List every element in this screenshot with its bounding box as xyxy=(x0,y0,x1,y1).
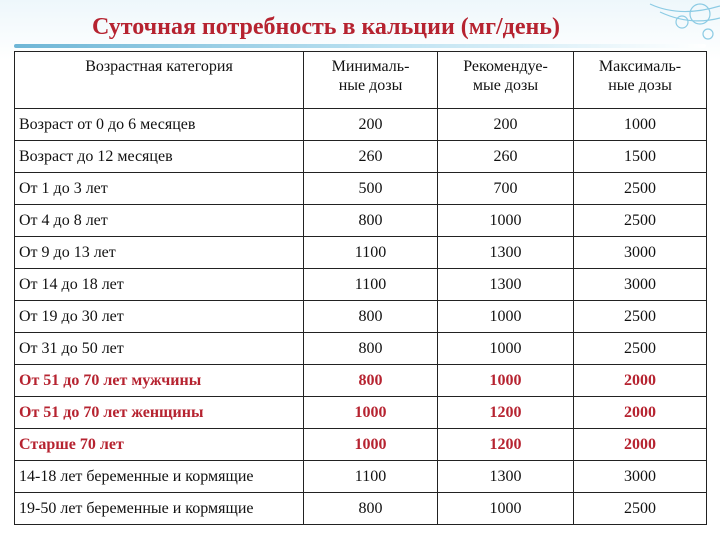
table-row xyxy=(15,269,707,301)
row-min-dose: 800 xyxy=(304,205,438,237)
row-max-dose: 2500 xyxy=(574,205,707,237)
row-recommended-dose: 1000 xyxy=(438,333,574,365)
row-category: От 14 до 18 лет xyxy=(15,269,304,301)
row-category: От 51 до 70 лет мужчины xyxy=(15,365,304,397)
row-recommended-dose: 260 xyxy=(438,141,574,173)
table-row xyxy=(15,109,707,141)
row-max-dose: 3000 xyxy=(574,269,707,301)
header-recommended-dose: Рекомендуе- мые дозы xyxy=(438,52,574,109)
row-category: От 19 до 30 лет xyxy=(15,301,304,333)
row-recommended-dose: 1000 xyxy=(438,205,574,237)
row-recommended-dose: 1000 xyxy=(438,301,574,333)
row-recommended-dose: 1000 xyxy=(438,365,574,397)
row-min-dose: 500 xyxy=(304,173,438,205)
row-max-dose: 1500 xyxy=(574,141,707,173)
row-min-dose: 800 xyxy=(304,333,438,365)
row-max-dose: 3000 xyxy=(574,461,707,493)
row-category: От 4 до 8 лет xyxy=(15,205,304,237)
table-row xyxy=(15,173,707,205)
row-max-dose: 2500 xyxy=(574,301,707,333)
table-row xyxy=(15,237,707,269)
table-row xyxy=(15,205,707,237)
header-max-dose: Максималь- ные дозы xyxy=(574,52,707,109)
row-min-dose: 260 xyxy=(304,141,438,173)
row-category: От 51 до 70 лет женщины xyxy=(15,397,304,429)
row-min-dose: 800 xyxy=(304,301,438,333)
row-min-dose: 1000 xyxy=(304,397,438,429)
table-row xyxy=(15,461,707,493)
table-row xyxy=(15,141,707,173)
row-min-dose: 800 xyxy=(304,493,438,525)
row-category: 14-18 лет беременные и кормящие xyxy=(15,461,304,493)
page-title: Суточная потребность в кальции (мг/день) xyxy=(92,14,560,40)
row-recommended-dose: 1300 xyxy=(438,237,574,269)
row-category: 19-50 лет беременные и кормящие xyxy=(15,493,304,525)
table-row xyxy=(15,365,707,397)
row-category: Возраст до 12 месяцев xyxy=(15,141,304,173)
row-max-dose: 2000 xyxy=(574,397,707,429)
row-max-dose: 2500 xyxy=(574,173,707,205)
row-recommended-dose: 700 xyxy=(438,173,574,205)
row-max-dose: 2000 xyxy=(574,365,707,397)
row-recommended-dose: 200 xyxy=(438,109,574,141)
calcium-table xyxy=(14,51,707,525)
table-row xyxy=(15,333,707,365)
row-min-dose: 800 xyxy=(304,365,438,397)
header-age-category: Возрастная категория xyxy=(15,52,304,109)
row-min-dose: 1100 xyxy=(304,461,438,493)
row-category: От 1 до 3 лет xyxy=(15,173,304,205)
row-category: От 31 до 50 лет xyxy=(15,333,304,365)
row-category: Возраст от 0 до 6 месяцев xyxy=(15,109,304,141)
row-max-dose: 2500 xyxy=(574,333,707,365)
row-min-dose: 1100 xyxy=(304,237,438,269)
row-recommended-dose: 1300 xyxy=(438,461,574,493)
row-max-dose: 2000 xyxy=(574,429,707,461)
row-min-dose: 1100 xyxy=(304,269,438,301)
row-recommended-dose: 1200 xyxy=(438,429,574,461)
row-category: Старше 70 лет xyxy=(15,429,304,461)
table-row xyxy=(15,493,707,525)
table-row xyxy=(15,301,707,333)
row-recommended-dose: 1000 xyxy=(438,493,574,525)
row-category: От 9 до 13 лет xyxy=(15,237,304,269)
row-recommended-dose: 1200 xyxy=(438,397,574,429)
table-row xyxy=(15,397,707,429)
row-max-dose: 3000 xyxy=(574,237,707,269)
row-max-dose: 2500 xyxy=(574,493,707,525)
row-min-dose: 200 xyxy=(304,109,438,141)
row-recommended-dose: 1300 xyxy=(438,269,574,301)
table-row xyxy=(15,429,707,461)
header-min-dose: Минималь- ные дозы xyxy=(304,52,438,109)
row-min-dose: 1000 xyxy=(304,429,438,461)
row-max-dose: 1000 xyxy=(574,109,707,141)
table-header-row xyxy=(15,52,707,109)
title-underline xyxy=(14,44,706,48)
